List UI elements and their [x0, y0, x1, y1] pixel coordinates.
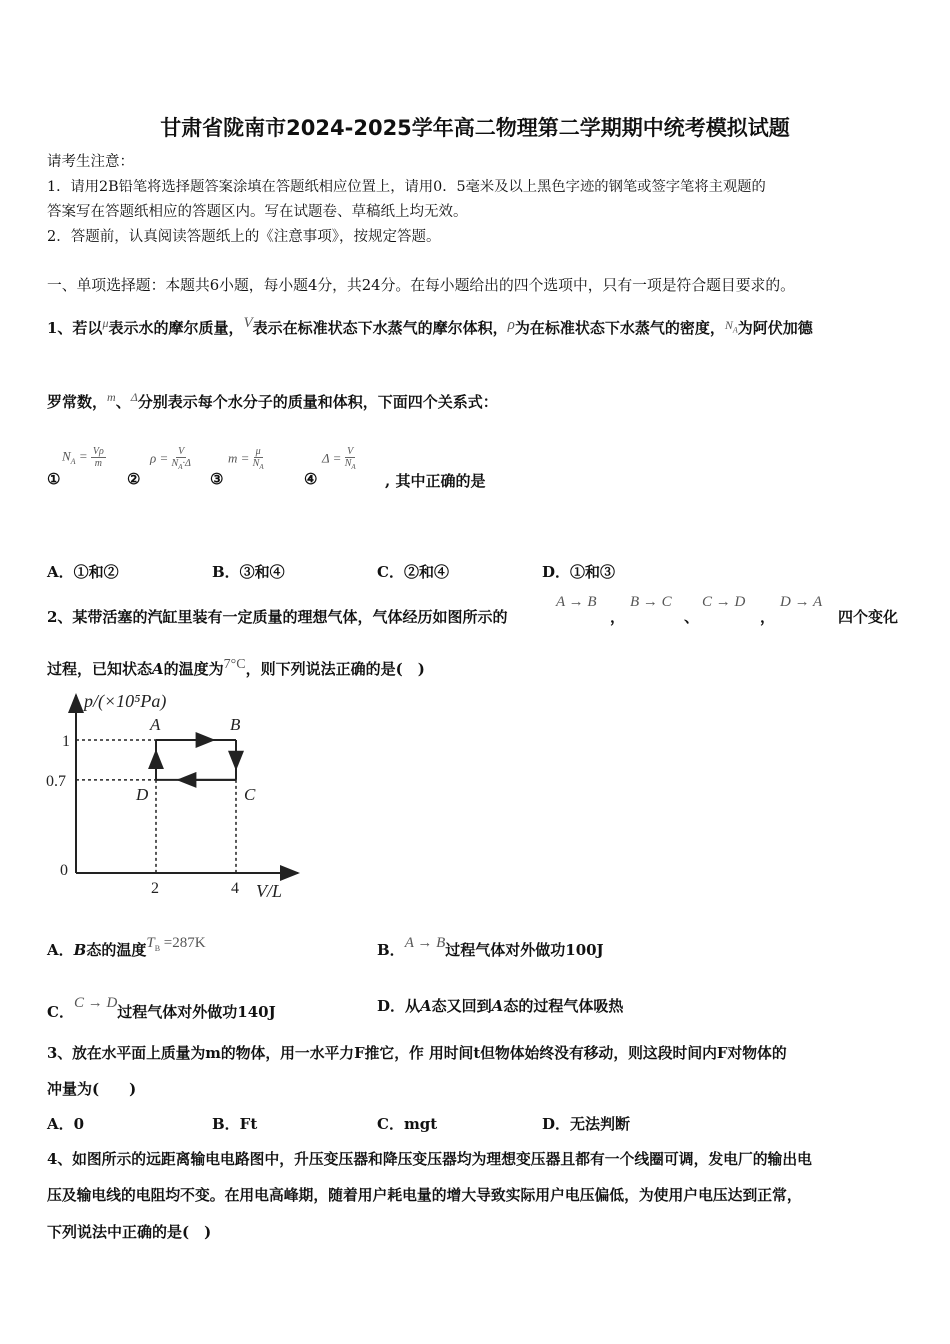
formula-4: Δ = $\frac{V}{N_A}$: [322, 446, 356, 471]
q3-option-a[interactable]: A．0: [47, 1115, 85, 1133]
question-1-line-1: 1、若以$^\mu$表示水的摩尔质量，V表示在标准状态下水蒸气的摩尔体积，ρ为在标准状态下水蒸气的密度，$^{N_A}$为阿伏加德: [47, 315, 813, 337]
question-4-line-3: 下列说法中正确的是( ): [47, 1223, 212, 1241]
question-2-line-1-tail: 四个变化: [838, 608, 899, 626]
question-3-line-1: 3、放在水平面上质量为m的物体，用一水平力F推它，作 用时间t但物体始终没有移动，则这段时间内F对物体的: [47, 1045, 787, 1062]
question-4-line-1: 4、如图所示的远距离输电电路图中，升压变压器和降压变压器均为理想变压器且都有一个线圈可调，发电厂的输出电: [47, 1151, 812, 1168]
q3-option-b[interactable]: B．Ft: [212, 1115, 258, 1133]
notice-line-1a: 1．请用2B铅笔将选择题答案涂填在答题纸相应位置上，请用0．5毫米及以上黑色字迹的钢笔或签字笔将主观题的: [47, 179, 766, 195]
x-tick-label: 4: [231, 880, 239, 897]
q1-option-a[interactable]: A．①和②: [47, 563, 119, 581]
question-2-line-2: 过程，已知状态A的温度为7°C，则下列说法正确的是( ): [47, 657, 425, 678]
y-axis-label: p/(×10⁵Pa): [84, 691, 167, 711]
x-axis-label: V/L: [256, 881, 283, 900]
state-label-A: A: [150, 715, 161, 734]
pv-chart: [40, 685, 310, 900]
notice-line-2: 2．答题前，认真阅读答题纸上的《注意事项》，按规定答题。: [47, 229, 441, 245]
choice-marker-1: ①: [47, 470, 61, 488]
choice-marker-2: ②: [127, 470, 141, 488]
separator: 、: [684, 608, 700, 626]
question-1-tail: , 其中正确的是: [385, 472, 486, 490]
formula-3: m = $\frac{\mu}{N_A}$: [228, 446, 264, 471]
process-bc: B → C: [630, 594, 672, 610]
q3-option-c[interactable]: C．mgt: [377, 1115, 438, 1133]
question-3-line-2: 冲量为( ): [47, 1080, 137, 1098]
y-tick-label: 1: [62, 733, 70, 750]
question-4-line-2: 压及输电线的电阻均不变。在用电高峰期，随着用户耗电量的增大导致实际用户电压偏低，为使用户电压达到正常，: [47, 1187, 802, 1204]
y-tick-label: 0.7: [46, 772, 66, 790]
formula-2: ρ = $\frac{V}{N_A\cdot\Delta}$: [150, 446, 191, 471]
q1-option-b[interactable]: B．③和④: [212, 563, 285, 581]
page-title: 甘肃省陇南市2024-2025学年高二物理第二学期期中统考模拟试题: [160, 116, 790, 140]
choice-marker-4: ④: [304, 470, 318, 488]
tick-label-origin: 0: [60, 862, 68, 879]
q2-option-d[interactable]: D．从A态又回到A态的过程气体吸热: [377, 997, 624, 1015]
process-da: D → A: [780, 594, 823, 610]
choice-marker-3: ③: [210, 470, 224, 488]
q1-option-d[interactable]: D．①和③: [542, 563, 616, 581]
state-label-C: C: [244, 784, 256, 804]
state-label-D: D: [136, 784, 149, 804]
q2-option-a[interactable]: A．B态的温度$T_B =287K$: [47, 935, 206, 959]
comma: ，: [760, 608, 776, 626]
comma: ，: [610, 608, 626, 626]
notice-heading: 请考生注意：: [47, 154, 134, 170]
q3-option-d[interactable]: D．无法判断: [542, 1115, 631, 1133]
state-label-B: B: [230, 715, 241, 734]
process-cd: C → D: [702, 594, 746, 610]
formula-1: $N_A$ = $\frac{V\rho}{m}$: [62, 446, 104, 469]
q2-option-b[interactable]: B．A → B过程气体对外做功100J: [377, 935, 604, 959]
question-1-line-2: 罗常数，$^m$、$^\Delta$分别表示每个水分子的质量和体积，下面四个关系式：: [47, 390, 498, 411]
x-tick-label: 2: [151, 880, 159, 897]
notice-line-1b: 答案写在答题纸相应的答题区内。写在试题卷、草稿纸上均无效。: [47, 204, 468, 220]
process-ab: A → B: [556, 594, 597, 610]
question-2-line-1: 2、某带活塞的汽缸里装有一定质量的理想气体，气体经历如图所示的: [47, 608, 508, 626]
section-heading: 一、单项选择题：本题共6小题，每小题4分，共24分。在每小题给出的四个选项中，只有一项是符合题目要求的。: [47, 277, 795, 294]
q1-option-c[interactable]: C．②和④: [377, 563, 449, 581]
q2-option-c[interactable]: C．C → D过程气体对外做功140J: [47, 995, 276, 1021]
